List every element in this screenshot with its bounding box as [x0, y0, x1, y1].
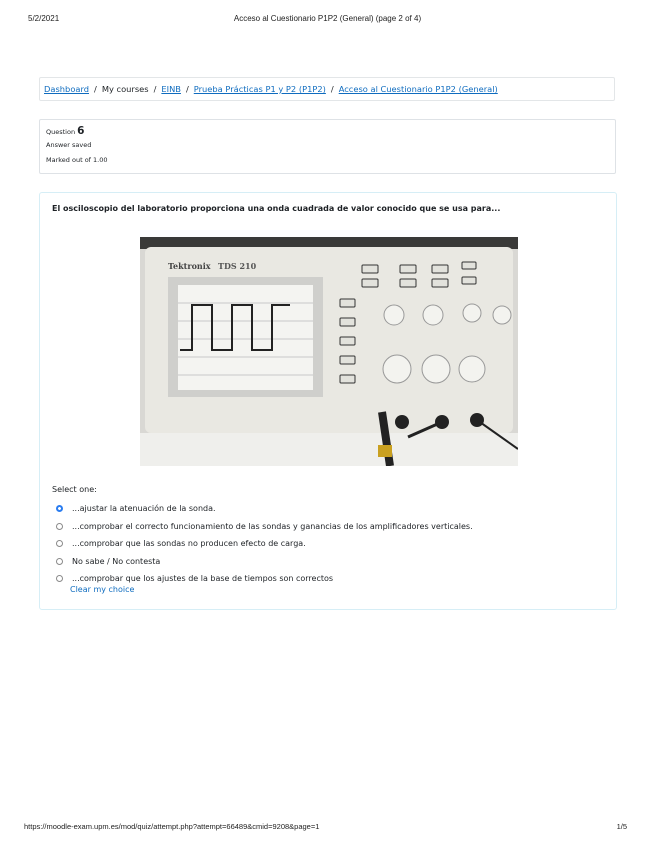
svg-text:Tektronix: Tektronix	[168, 261, 211, 271]
answer-label: ...comprobar que los ajustes de la base de tiempos son correctos	[72, 574, 334, 584]
radio-icon[interactable]	[56, 523, 63, 530]
answer-option-a[interactable]	[56, 500, 473, 518]
breadcrumb-einb[interactable]: EINB	[161, 84, 181, 94]
answer-option-b[interactable]	[56, 518, 473, 536]
radio-checked-icon[interactable]	[56, 505, 63, 512]
svg-text:TDS 210: TDS 210	[218, 261, 257, 271]
breadcrumb-separator: /	[94, 84, 97, 94]
breadcrumb-dashboard[interactable]: Dashboard	[44, 84, 90, 94]
print-page-number: 1/5	[616, 822, 627, 831]
answer-label: No sabe / No contesta	[72, 556, 161, 566]
question-info	[39, 119, 616, 174]
answer-label: ...ajustar la atenuación de la sonda.	[72, 504, 216, 514]
breadcrumb-separator: /	[153, 84, 157, 94]
answer-prompt: Select one:	[52, 485, 97, 494]
answer-option-d[interactable]	[56, 553, 473, 571]
answer-options	[56, 500, 473, 588]
breadcrumb-course[interactable]: Prueba Prácticas P1 y P2 (P1P2)	[193, 84, 326, 94]
breadcrumb-my-courses: My courses	[101, 84, 149, 94]
breadcrumb	[39, 77, 615, 101]
radio-icon[interactable]	[56, 575, 63, 582]
question-number	[46, 125, 609, 137]
radio-icon[interactable]	[56, 540, 63, 547]
question-text: El osciloscopio del laboratorio proporciona una onda cuadrada de valor conocido que se usa para...	[52, 204, 501, 213]
question-label: Question	[46, 128, 76, 136]
breadcrumb-quiz[interactable]: Acceso al Cuestionario P1P2 (General)	[338, 84, 498, 94]
print-title: Acceso al Cuestionario P1P2 (General) (page 2 of 4)	[233, 14, 422, 23]
print-date: 5/2/2021	[28, 14, 60, 23]
breadcrumb-separator: /	[185, 84, 189, 94]
question-state: Answer saved	[46, 141, 92, 149]
answer-option-c[interactable]	[56, 535, 473, 553]
radio-icon[interactable]	[56, 558, 63, 565]
print-url: https://moodle-exam.upm.es/mod/quiz/attempt.php?attempt=66489&cmid=9208&page=1	[24, 822, 320, 831]
breadcrumb-separator: /	[330, 84, 334, 94]
question-number-value: 6	[77, 125, 85, 137]
question-grade: Marked out of 1.00	[46, 156, 108, 164]
answer-label: ...comprobar que las sondas no producen efecto de carga.	[72, 539, 306, 549]
clear-choice-link[interactable]: Clear my choice	[70, 585, 135, 594]
oscilloscope-image	[140, 237, 518, 466]
question-formulation	[39, 192, 617, 610]
answer-label: ...comprobar el correcto funcionamiento de las sondas y ganancias de los amplificadores verticales.	[72, 521, 473, 531]
